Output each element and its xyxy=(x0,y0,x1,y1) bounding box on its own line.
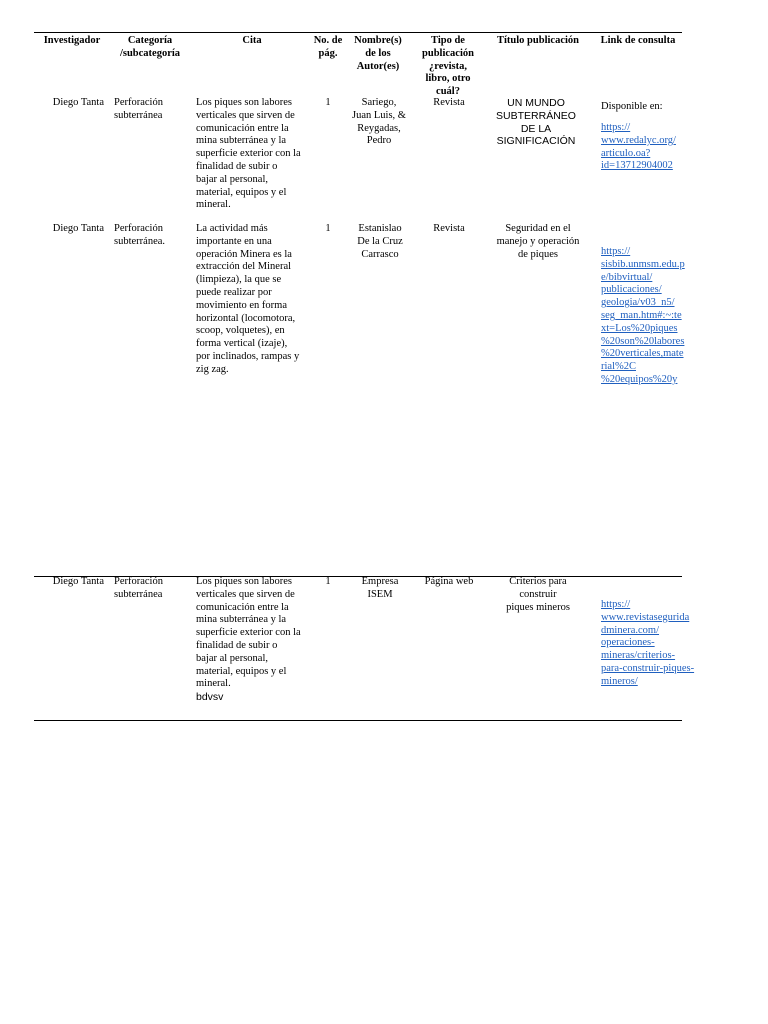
row2-categoria: Perforación subterránea. xyxy=(114,223,166,247)
row2-no-pag: 1 xyxy=(325,223,331,234)
row2-cita: La actividad más importante en una operación Minera es la extracción del Mineral (limpieza), la que se puede realizar por movimiento en forma horizontal (locomotora, scoop, volquetes), en forma vertical (izaje), por inclinados, rampas y zig zag. xyxy=(196,223,300,375)
header-titulo: Título publicación xyxy=(497,35,579,46)
header-cita: Cita xyxy=(242,35,262,46)
row3-tipo: Página web xyxy=(424,576,474,587)
row2-autores: Estanislao De la Cruz Carrasco xyxy=(357,223,403,260)
row1-autores: Sariego, Juan Luis, & Reygadas, Pedro xyxy=(352,97,406,147)
header-tipo: Tipo de publicación ¿revista, libro, otro cuál? xyxy=(422,35,474,98)
row1-cita: Los piques son labores verticales que sirven de comunicación entre la mina subterránea y la superficie exterior con la finalidad de subir o bajar al personal, material, equipos y el mineral. xyxy=(196,97,301,211)
row3-investigador: Diego Tanta xyxy=(52,576,104,587)
row2-tipo: Revista xyxy=(433,223,465,234)
table-top-rule xyxy=(34,32,682,33)
row1-tipo: Revista xyxy=(433,97,465,108)
row1-link-prefix: Disponible en: xyxy=(601,101,663,112)
row3-link[interactable]: https:// www.revistaseguridа dminera.com/ operaciones- mineras/criterios- para-construir-piques- mineros/ xyxy=(601,599,695,687)
row3-no-pag: 1 xyxy=(325,576,331,587)
row3-cita-extra: bdvsv xyxy=(196,691,224,704)
header-investigador: Investigador xyxy=(43,35,101,46)
row3-titulo: Criterios para construir piques mineros xyxy=(506,576,570,613)
row1-no-pag: 1 xyxy=(325,97,331,108)
header-autores: Nombre(s) de los Autor(es) xyxy=(354,35,402,72)
row1-categoria: Perforación subterránea xyxy=(114,97,163,121)
row1-titulo: UN MUNDO SUBTERRÁNEO DE LA SIGNIFICACIÓN xyxy=(496,97,576,148)
row2-titulo: Seguridad en el manejo y operación de piques xyxy=(496,223,580,260)
row2-investigador: Diego Tanta xyxy=(52,223,104,234)
row3-cita: Los piques son labores verticales que sirven de comunicación entre la mina subterránea y la superficie exterior con la finalidad de subir o bajar al personal, material, equipos y el mineral. bdvsv xyxy=(196,576,312,704)
row2-link[interactable]: https:// sisbib.unmsm.edu.p e/bibvirtual/ publicaciones/ geologia/v03_n5/ seg_man.htm#:~:te xt=Los%20piques %20son%20labores %20verticales,mate rial%2C %20equipos%20y xyxy=(601,246,685,385)
table-bottom-rule xyxy=(34,720,682,721)
row1-investigador: Diego Tanta xyxy=(52,97,104,108)
row3-categoria: Perforación subterránea xyxy=(114,576,163,600)
row3-autores: Empresa ISEM xyxy=(361,576,399,600)
header-categoria: Categoría /subcategoría xyxy=(119,35,181,59)
header-no-pag: No. de pág. xyxy=(313,35,343,59)
header-link: Link de consulta xyxy=(600,35,676,46)
row1-link[interactable]: https:// www.redalyc.org/ articulo.oa? id=13712904002 xyxy=(601,122,676,172)
